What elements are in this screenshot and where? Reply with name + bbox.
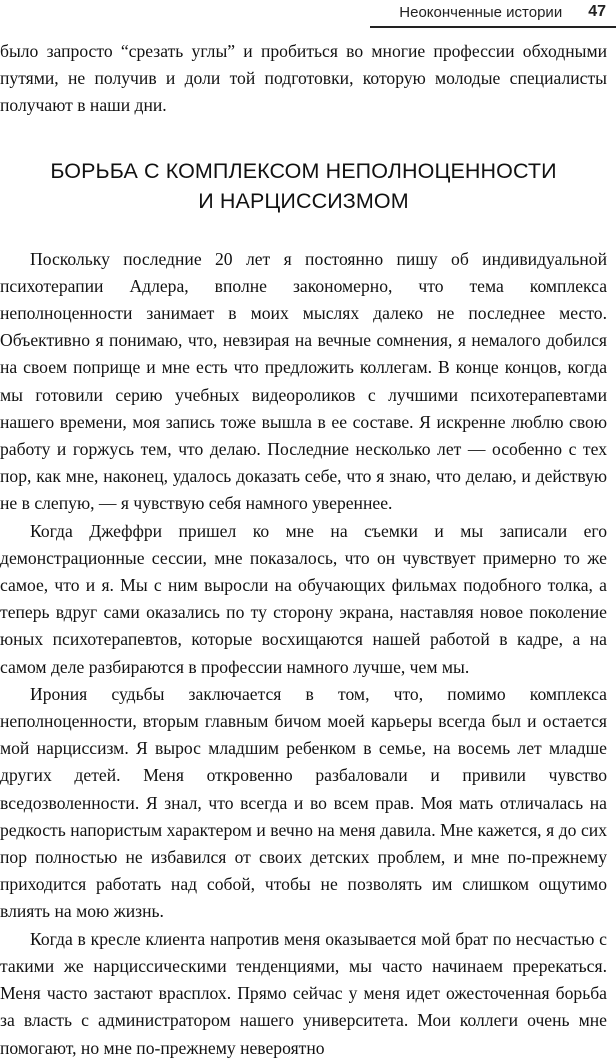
paragraph: Когда Джеффри пришел ко мне на съемки и мы записали его демонстрационные сессии, мне показалось, что он чувствует примерно то же самое, что и я. Мы с ним выросли на обучающих фильмах подобного толка, а теперь вдруг сами оказались по ту сторону экрана, наставляя новое поколение юных психотерапевтов, которые восхищаются нашей работой в кадре, а на самом деле разбираются в профессии намного лучше, чем мы.: [0, 520, 607, 677]
running-title: Неоконченные истории: [399, 3, 563, 21]
paragraph: Ирония судьбы заключается в том, что, помимо комплекса неполноценности, вторым главным бичом моей карьеры всегда был и остается мой нарциссизм. Я вырос младшим ребенком в семье, на восемь лет младше других детей. Меня откровенно разбаловали и привили чувство вседозволенности. Я знал, что всегда и во всем прав. Моя мать отличалась на редкость напористым характером и вечно на меня давила. Мне кажется, я до сих пор полностью не избавился от своих детских проблем, и мне по-прежнему приходится работать над собой, чтобы не позволять им слишком ощутимо влиять на мою жизнь.: [0, 683, 607, 922]
page-body: [0, 38, 607, 1062]
section-title: [0, 156, 607, 216]
paragraph: Когда в кресле клиента напротив меня оказывается мой брат по несчастью с такими же нарциссическими тенденциями, мы часто начинаем пререкаться. Меня часто застают врасплох. Прямо сейчас у меня идет ожесточенная борьба за власть с администратором нашего университета. Мои коллеги очень мне помогают, но мне по-прежнему невероятно: [0, 928, 607, 1058]
page-number: 47: [588, 3, 606, 20]
running-head: [399, 0, 616, 24]
paragraph-continued: было запросто “срезать углы” и пробиться во многие профессии обходными путями, не получив и доли той подготовки, которую молодые специалисты получают в наши дни.: [0, 41, 607, 116]
section-title-line-2: И НАРЦИССИЗМОМ: [198, 188, 409, 213]
header-rule: [370, 26, 616, 28]
paragraph: Поскольку последние 20 лет я постоянно пишу об индивидуальной психотерапии Адлера, вполне закономерно, что тема комплекса неполноценности занимает в моих мыслях далеко не последнее место. Объективно я понимаю, что, невзирая на вечные сомнения, я немалого добился на своем поприще и мне есть что предложить коллегам. В конце концов, когда мы готовили серию учебных видеороликов с лучшими психотерапевтами нашего времени, моя запись тоже вышла в ее составе. Я искренне люблю свою работу и горжусь тем, что делаю. Последние несколько лет — особенно с тех пор, как мне, наконец, удалось доказать себе, что я знаю, что делаю, и действую не в слепую, — я чувствую себя намного увереннее.: [0, 248, 607, 514]
section-title-line-1: БОРЬБА С КОМПЛЕКСОМ НЕПОЛНОЦЕННОСТИ: [50, 158, 557, 183]
